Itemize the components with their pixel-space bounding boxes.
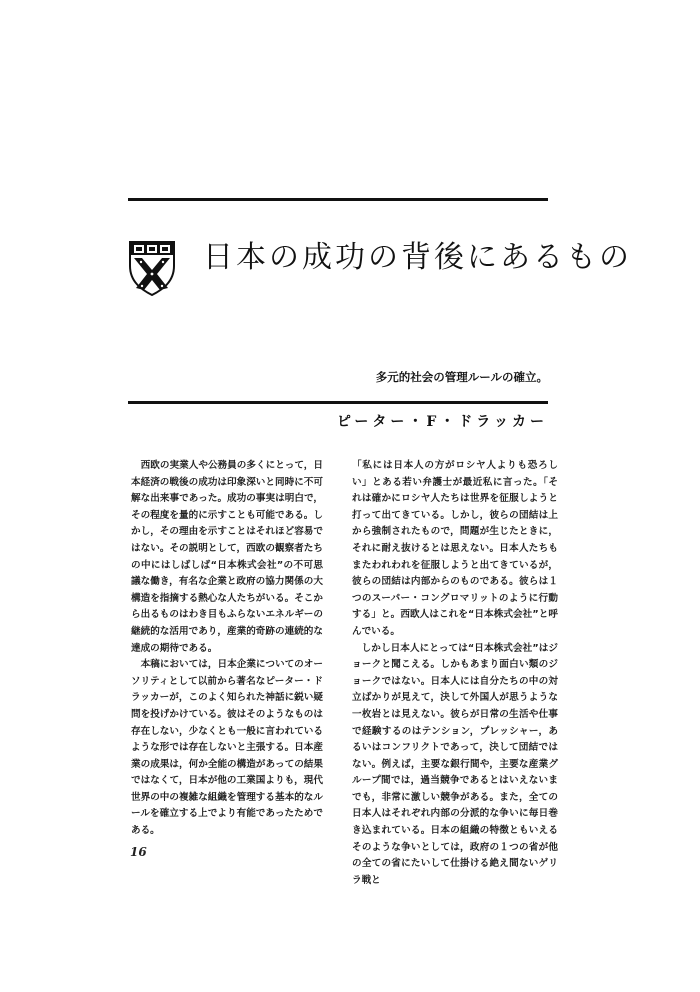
intro-paragraph: 本稿においては，日本企業についてのオーソリティとして以前から著名なピーター・ドラッカーが，このよく知られた神話に鋭い疑問を投げかけている。彼はそのようなものは存在しない，少なくとも一般に言われているような形では存在しないと主張する。日本産業の成果は，何か全能の構造があっての結果ではなくて，日本が他の工業国よりも，現代世界の中の複雑な組織を管理する基本的なルールを確立する上でより有能であったためである。 bbox=[131, 659, 323, 837]
shield-crest-icon bbox=[128, 240, 176, 296]
intro-paragraph: 西欧の実業人や公務員の多くにとって，日本経済の戦後の成功は印象深いと同時に不可解な出来事であった。成功の事実は明白で，その程度を量的に示すことも可能である。しかし，その理由を示すことはそれほど容易ではない。その説明として，西欧の観察者たちの中にはしばしば“日本株式会社”の不可思議な働き，有名な企業と政府の協力関係の大構造を指摘する熱心な人たちがいる。そこから出るものはわき目もふらないエネルギーの継続的な活用であり，産業的奇跡の連続的な達成の期待である。 bbox=[131, 460, 323, 654]
intro-column bbox=[131, 458, 323, 840]
page-number: 16 bbox=[130, 845, 147, 859]
body-column bbox=[352, 458, 558, 889]
article-subtitle: 多元的社会の管理ルールの確立。 bbox=[375, 370, 548, 384]
author-rule bbox=[128, 401, 548, 404]
article-author: ピーター・F・ドラッカー bbox=[336, 414, 548, 430]
body-paragraph: しかし日本人にとっては“日本株式会社”はジョークと聞こえる。しかもあまり面白い類のジョークではない。日本人には自分たちの中の対立ばかりが見えて，決して外国人が思うような一枚岩とは見えない。彼らが日常の生活や仕事で経験するのはテンション，プレッシャー，あるいはコンフリクトであって，決して団結ではない。例えば，主要な銀行間や，主要な産業グループ間では，過当競争であるとはいえないまでも，非常に激しい競争がある。また，全ての日本人はそれぞれ内部の分派的な争いに毎日巻き込まれている。日本の組織の特徴ともいえるそのような争いとしては，政府の１つの省が他の全ての省にたいして仕掛ける絶え間ないゲリラ戦と bbox=[352, 642, 558, 886]
article-title: 日本の成功の背後にあるもの bbox=[203, 240, 632, 275]
body-paragraph: 「私には日本人の方がロシヤ人よりも恐ろしい」とある若い弁護士が最近私に言った。「それは確かにロシヤ人たちは世界を征服しようと打って出てきている。しかし，彼らの団結は上から強制されたもので，問題が生じたときに，それに耐え抜けるとは思えない。日本人たちもまたわれわれを征服しようと出てきているが，彼らの団結は内部からのものである。彼らは１つのスーパー・コングロマリットのように行動する」と。西欧人はこれを“日本株式会社”と呼んでいる。 bbox=[352, 460, 558, 637]
top-rule bbox=[128, 198, 548, 201]
